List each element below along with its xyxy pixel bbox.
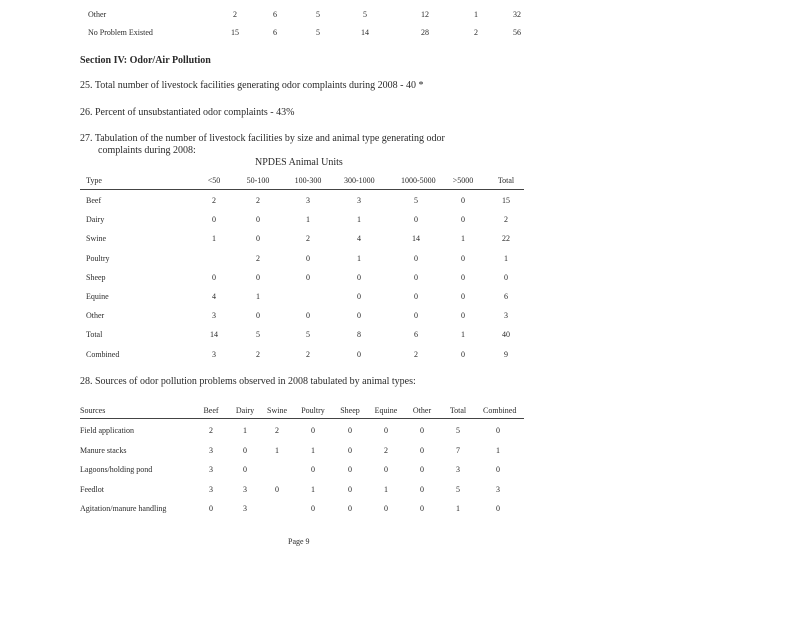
table-row	[80, 504, 530, 518]
cell-value: 0	[420, 504, 424, 513]
column-header: Swine	[267, 406, 287, 415]
cell-value: 0	[311, 426, 315, 435]
cell-value: 2	[504, 215, 508, 225]
cell-value: 3	[209, 484, 213, 494]
cell-value: 2	[209, 426, 213, 435]
cell-value: 0	[461, 311, 465, 321]
cell-value: 1	[275, 445, 279, 455]
cell-value: 0	[461, 272, 465, 282]
row-label: No Problem Existed	[88, 28, 153, 37]
cell-value: 0	[256, 311, 260, 321]
cell-value: 5	[306, 330, 310, 340]
cell-value: 0	[384, 426, 388, 435]
table28	[80, 406, 530, 516]
table-row	[86, 273, 526, 287]
cell-value: 1	[212, 234, 216, 244]
row-label: Dairy	[86, 215, 105, 225]
row-value: 5	[316, 10, 320, 19]
cell-value: 2	[256, 253, 260, 263]
question-25: 25. Total number of livestock facilities generating odor complaints during 2008 - 40 *	[80, 80, 424, 91]
cell-value: 0	[384, 465, 388, 474]
cell-value: 0	[496, 504, 500, 513]
cell-value: 1	[243, 426, 247, 435]
table-row	[80, 446, 530, 460]
cell-value: 3	[243, 504, 247, 513]
cell-value: 3	[504, 311, 508, 321]
cell-value: 0	[414, 215, 418, 225]
cell-value: 14	[412, 234, 420, 244]
column-header: Total	[449, 406, 467, 415]
cell-value: 1	[504, 253, 508, 263]
section-heading: Section IV: Odor/Air Pollution	[80, 55, 211, 66]
cell-value: 3	[243, 484, 247, 494]
row-value: 56	[513, 28, 521, 37]
cell-value: 0	[420, 445, 424, 455]
column-header: 100-300	[294, 176, 322, 185]
cell-value: 2	[256, 196, 260, 205]
cell-value: 1	[496, 445, 500, 455]
cell-value: 6	[504, 292, 508, 301]
cell-value: 1	[456, 504, 460, 513]
cell-value: 0	[357, 292, 361, 301]
cell-value: 0	[243, 445, 247, 455]
row-label: Other	[86, 311, 105, 321]
column-header: Beef	[203, 406, 219, 415]
table-row	[86, 330, 526, 344]
question-28: 28. Sources of odor pollution problems observed in 2008 tabulated by animal types:	[80, 376, 416, 387]
cell-value: 0	[504, 272, 508, 282]
cell-value: 0	[209, 504, 213, 513]
table-header-row	[86, 176, 526, 190]
row-value: 6	[273, 28, 277, 37]
cell-value: 0	[496, 465, 500, 474]
cell-value: 0	[348, 504, 352, 513]
column-header: <50	[207, 176, 221, 185]
cell-value: 0	[420, 426, 424, 435]
cell-value: 22	[502, 234, 510, 244]
cell-value: 0	[256, 272, 260, 282]
row-value: 5	[316, 28, 320, 37]
row-label: Combined	[86, 349, 120, 359]
cell-value: 8	[357, 330, 361, 340]
row-value: 12	[421, 10, 429, 19]
cell-value: 3	[306, 196, 310, 205]
table-row	[80, 465, 530, 479]
cell-value: 0	[311, 504, 315, 513]
table-row	[86, 196, 526, 210]
cell-value: 0	[348, 465, 352, 474]
cell-value: 3	[209, 465, 213, 474]
table-row	[88, 10, 528, 24]
column-header: 1000-5000	[401, 176, 436, 185]
cell-value: 0	[311, 465, 315, 474]
row-value: 28	[421, 28, 429, 37]
cell-value: 0	[420, 484, 424, 494]
row-label: Manure stacks	[80, 445, 127, 455]
cell-value: 6	[414, 330, 418, 340]
cell-value: 3	[496, 484, 500, 494]
cell-value: 14	[210, 330, 218, 340]
cell-value: 1	[357, 253, 361, 263]
column-header: 50-100	[246, 176, 270, 185]
cell-value: 3	[209, 445, 213, 455]
cell-value: 5	[456, 484, 460, 494]
cell-value: 4	[212, 292, 216, 301]
cell-value: 5	[256, 330, 260, 340]
table27	[86, 176, 526, 366]
table-row	[80, 485, 530, 499]
cell-value: 0	[256, 215, 260, 225]
row-label: Total	[86, 330, 103, 340]
table-row	[86, 350, 526, 364]
cell-value: 5	[414, 196, 418, 205]
cell-value: 2	[256, 349, 260, 359]
cell-value: 1	[384, 484, 388, 494]
cell-value: 1	[461, 330, 465, 340]
table-row	[86, 254, 526, 268]
cell-value: 0	[461, 196, 465, 205]
cell-value: 0	[212, 272, 216, 282]
cell-value: 2	[275, 426, 279, 435]
cell-value: 1	[311, 445, 315, 455]
cell-value: 0	[357, 272, 361, 282]
cell-value: 1	[461, 234, 465, 244]
cell-value: 40	[502, 330, 510, 340]
table-row	[86, 292, 526, 306]
table-row	[86, 311, 526, 325]
cell-value: 0	[243, 465, 247, 474]
column-header: Type	[86, 176, 102, 185]
cell-value: 0	[357, 349, 361, 359]
top-rows-table	[88, 10, 528, 40]
cell-value: 3	[212, 349, 216, 359]
row-label: Poultry	[86, 253, 110, 263]
table-row	[80, 426, 530, 440]
cell-value: 0	[348, 484, 352, 494]
column-header: Combined	[483, 406, 517, 415]
table27-header-rule	[80, 189, 524, 190]
cell-value: 0	[357, 311, 361, 321]
cell-value: 0	[461, 349, 465, 359]
table-row	[88, 28, 528, 42]
cell-value: 0	[461, 253, 465, 263]
cell-value: 0	[212, 215, 216, 225]
row-label: Sheep	[86, 272, 106, 282]
cell-value: 0	[414, 292, 418, 301]
cell-value: 3	[212, 311, 216, 321]
question-27-line2: complaints during 2008:	[98, 145, 196, 156]
cell-value: 0	[306, 311, 310, 321]
row-label: Other	[88, 10, 107, 19]
cell-value: 0	[414, 311, 418, 321]
column-header: Poultry	[301, 406, 325, 415]
cell-value: 1	[311, 484, 315, 494]
row-label: Agitation/manure handling	[80, 504, 167, 513]
row-label: Feedlot	[80, 484, 104, 494]
column-header: Equine	[374, 406, 398, 415]
cell-value: 2	[212, 196, 216, 205]
row-value: 1	[474, 10, 478, 19]
row-value: 2	[233, 10, 237, 19]
row-value: 2	[474, 28, 478, 37]
cell-value: 0	[256, 234, 260, 244]
cell-value: 3	[456, 465, 460, 474]
cell-value: 7	[456, 445, 460, 455]
cell-value: 0	[306, 253, 310, 263]
cell-value: 4	[357, 234, 361, 244]
cell-value: 0	[461, 215, 465, 225]
table-row	[86, 215, 526, 229]
cell-value: 0	[414, 272, 418, 282]
cell-value: 0	[420, 465, 424, 474]
cell-value: 9	[504, 349, 508, 359]
cell-value: 0	[414, 253, 418, 263]
cell-value: 2	[306, 349, 310, 359]
cell-value: 0	[348, 426, 352, 435]
table28-header-rule	[80, 418, 524, 419]
cell-value: 0	[306, 272, 310, 282]
row-label: Lagoons/holding pond	[80, 465, 153, 474]
cell-value: 15	[502, 196, 510, 205]
cell-value: 1	[357, 215, 361, 225]
cell-value: 1	[306, 215, 310, 225]
row-value: 6	[273, 10, 277, 19]
row-value: 14	[361, 28, 369, 37]
cell-value: 5	[456, 426, 460, 435]
column-header: Dairy	[235, 406, 255, 415]
cell-value: 0	[384, 504, 388, 513]
cell-value: 0	[348, 445, 352, 455]
cell-value: 2	[306, 234, 310, 244]
column-header: Sources	[80, 406, 106, 415]
column-header: Total	[497, 176, 515, 185]
column-header: Sheep	[340, 406, 360, 415]
cell-value: 1	[256, 292, 260, 301]
table27-caption: NPDES Animal Units	[255, 157, 343, 168]
column-header: Other	[412, 406, 432, 415]
question-27-line1: 27. Tabulation of the number of livestock facilities by size and animal type generating odor	[80, 133, 445, 144]
cell-value: 2	[384, 445, 388, 455]
question-26: 26. Percent of unsubstantiated odor complaints - 43%	[80, 107, 295, 118]
cell-value: 0	[275, 484, 279, 494]
column-header: >5000	[452, 176, 474, 185]
column-header: 300-1000	[344, 176, 375, 185]
row-label: Swine	[86, 234, 106, 244]
row-value: 32	[513, 10, 521, 19]
row-label: Equine	[86, 292, 109, 301]
table-row	[86, 234, 526, 248]
cell-value: 0	[461, 292, 465, 301]
row-value: 15	[231, 28, 239, 37]
cell-value: 2	[414, 349, 418, 359]
row-value: 5	[363, 10, 367, 19]
cell-value: 3	[357, 196, 361, 205]
row-label: Beef	[86, 196, 102, 205]
cell-value: 0	[496, 426, 500, 435]
page-number: Page 9	[288, 537, 310, 546]
row-label: Field application	[80, 426, 134, 435]
